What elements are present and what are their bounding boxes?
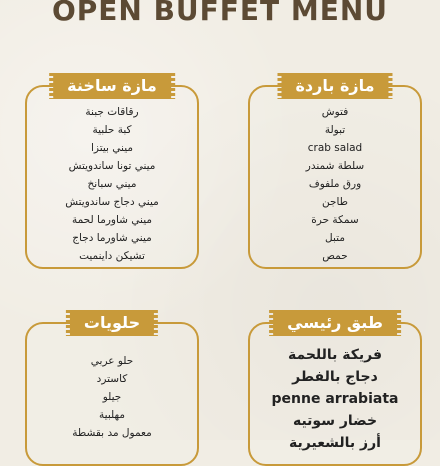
list-item: حمص (322, 250, 348, 262)
list-item: متبل (325, 232, 345, 244)
list-item: crab salad (307, 142, 363, 154)
list-item: ميني شاورما دجاج (72, 232, 152, 244)
list-item: خضار سوتيه (292, 413, 378, 429)
card-desserts (25, 313, 199, 466)
list-item: penne arrabiata (271, 391, 399, 407)
list-item: تشيكن داينميت (79, 250, 145, 262)
list-item: ميني تونا ساندويتش (68, 160, 156, 172)
main-course-list (250, 344, 420, 454)
list-item: أرز بالشعيرية (289, 435, 381, 451)
desserts-list (27, 352, 197, 442)
section-label-cold-mezze: مازة باردة (281, 73, 388, 99)
section-label-desserts: حلويات (70, 310, 154, 336)
list-item: ميني دجاج ساندويتش (65, 196, 159, 208)
card-main-course (248, 313, 422, 466)
list-item: ميني سبانخ (87, 178, 137, 190)
list-item: ميني بيتزا (90, 142, 134, 154)
list-item: معمول مد بقشطة (72, 427, 152, 439)
list-item: فتوش (321, 106, 349, 118)
list-item: رقاقات جبنة (85, 106, 139, 118)
section-label-main-course: طبق رئيسي (273, 310, 397, 336)
list-item: سلطة شمندر (305, 160, 365, 172)
hot-mezze-list (27, 103, 197, 265)
list-item: مهلبية (99, 409, 125, 421)
cold-mezze-list (250, 103, 420, 265)
section-label-hot-mezze: مازة ساخنة (53, 73, 171, 99)
list-item: كبة حلبية (92, 124, 132, 136)
card-cold-mezze (248, 76, 422, 269)
list-item: حلو عربي (90, 355, 134, 367)
list-item: طاجن (321, 196, 349, 208)
list-item: دجاج بالفطر (292, 369, 378, 385)
card-hot-mezze (25, 76, 199, 269)
list-item: ورق ملفوف (308, 178, 362, 190)
list-item: كاسترد (96, 373, 128, 385)
list-item: ميني شاورما لحمة (71, 214, 153, 226)
list-item: فريكة باللحمة (287, 347, 383, 363)
list-item: جيلو (102, 391, 122, 403)
list-item: تبولة (324, 124, 346, 136)
menu-title: OPEN BUFFET MENU (51, 0, 389, 27)
list-item: سمكة حرة (311, 214, 359, 226)
